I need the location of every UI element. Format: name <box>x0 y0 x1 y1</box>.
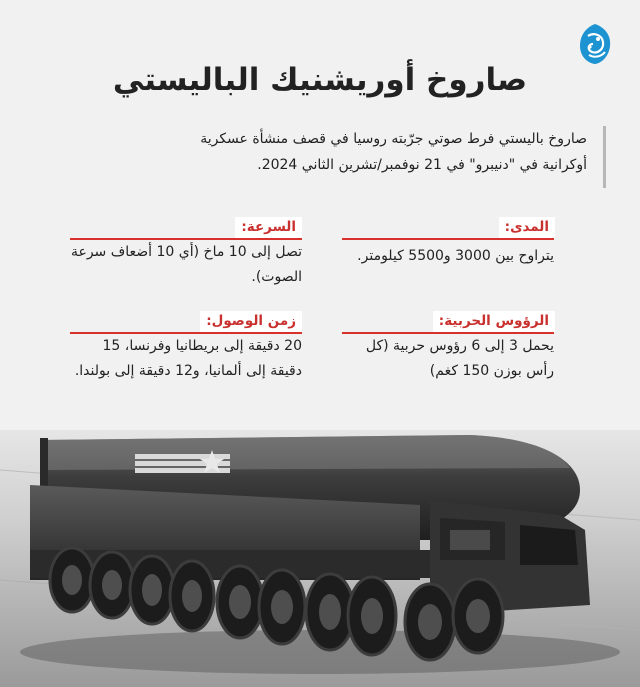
arrival-value: 20 دقيقة إلى بريطانيا وفرنسا، 15 دقيقة إلى ألمانيا، و12 دقيقة إلى بولندا. <box>74 338 302 379</box>
intro-text: صاروخ باليستي فرط صوتي جرّبته روسيا في قصف منشأة عسكرية أوكرانية في "دنيبرو" في 21 نوفمبر/تشرين الثاني 2024. <box>170 126 606 188</box>
range-label: المدى: <box>499 217 555 239</box>
warheads-value: يحمل 3 إلى 6 رؤوس حربية (كل رأس بوزن 150 كغم) <box>365 338 554 379</box>
range-underline <box>342 238 554 240</box>
speed-value: تصل إلى 10 ماخ (أي 10 أضعاف سرعة الصوت). <box>70 244 302 285</box>
page-title: صاروخ أوريشنيك الباليستي <box>112 62 528 98</box>
aljazeera-logo-icon <box>576 22 614 66</box>
warheads-label: الرؤوس الحربية: <box>433 311 555 333</box>
missile-launcher-photo <box>0 430 640 687</box>
arrival-label: زمن الوصول: <box>200 311 302 333</box>
speed-label: السرعة: <box>235 217 302 239</box>
range-value: يتراوح بين 3000 و5500 كيلومتر. <box>357 248 554 264</box>
